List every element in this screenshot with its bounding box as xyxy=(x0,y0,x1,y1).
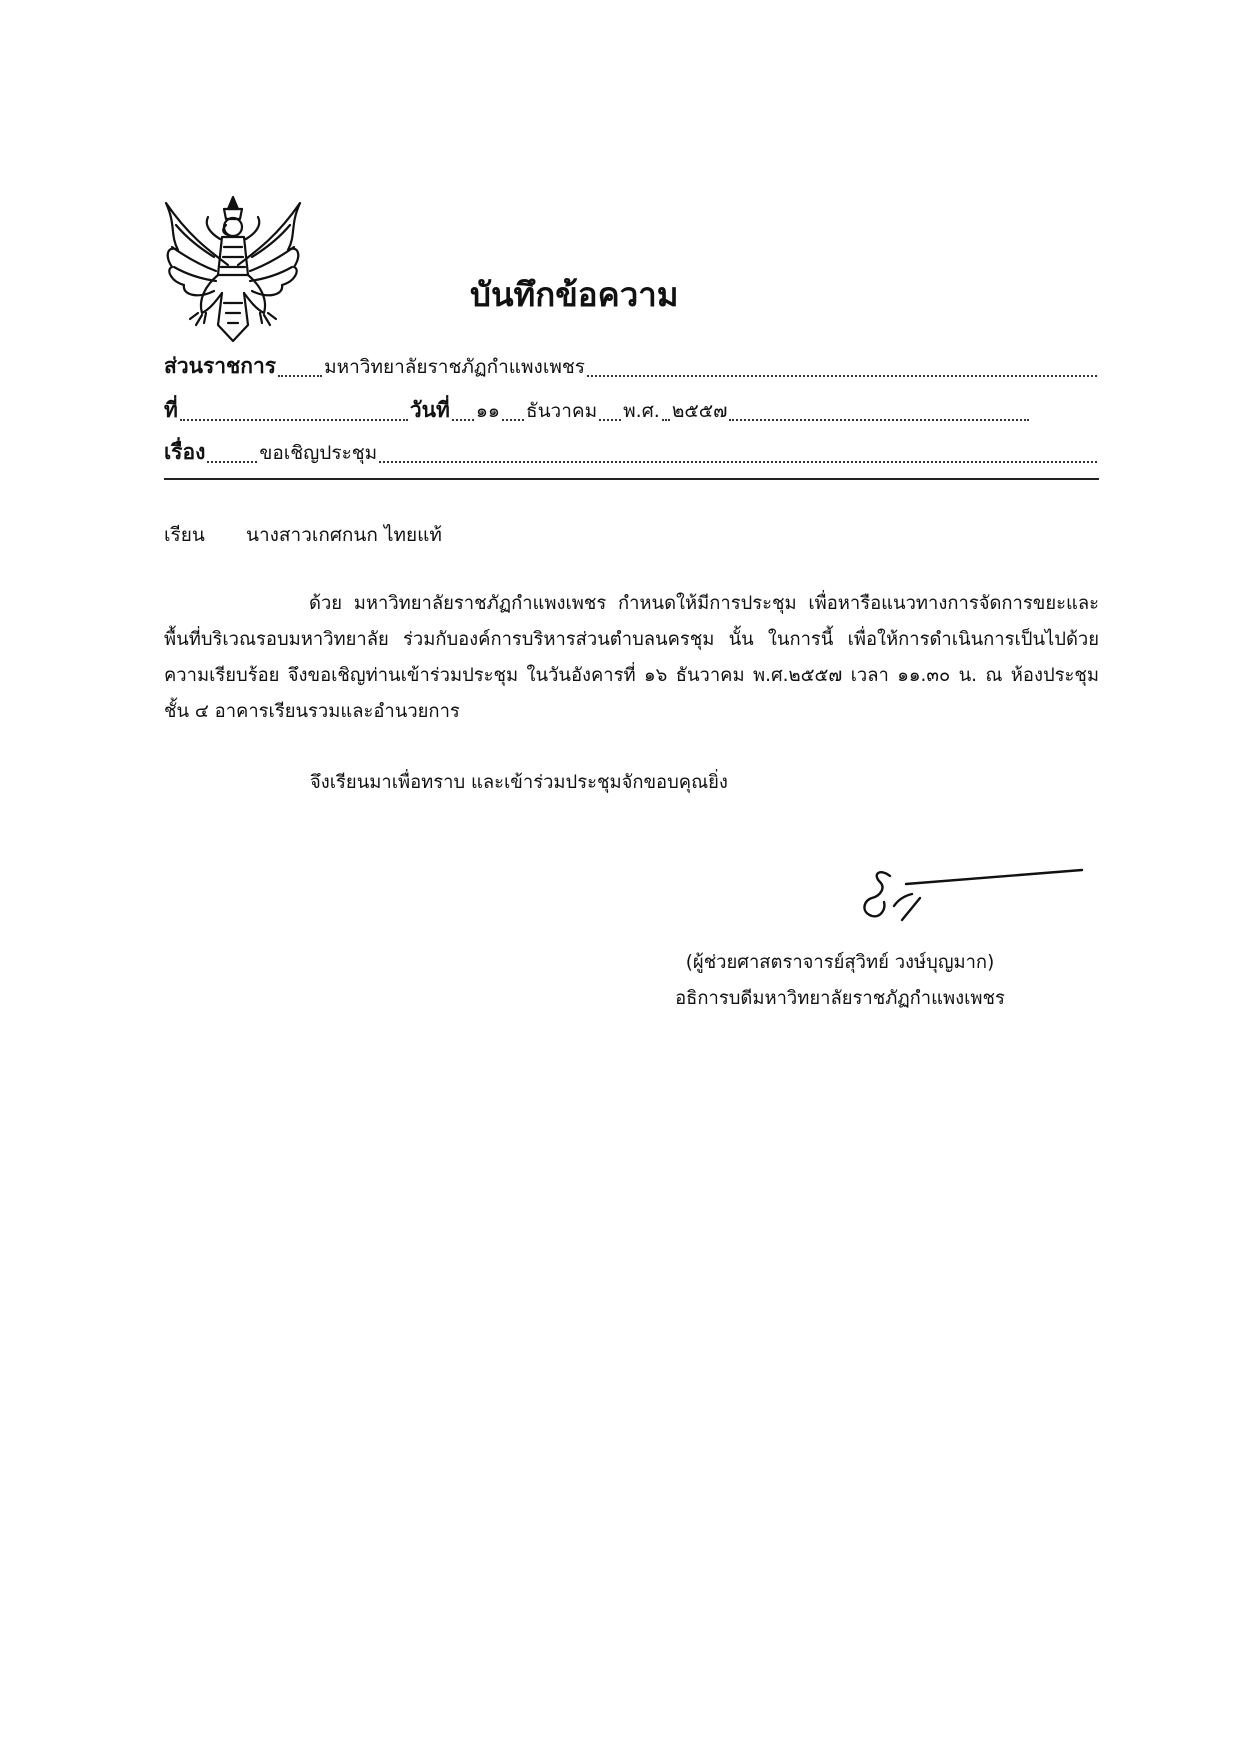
dotted-leader xyxy=(379,443,1097,463)
agency-label: ส่วนราชการ xyxy=(164,354,277,378)
date-month: ธันวาคม xyxy=(525,400,598,422)
signer-position: อธิการบดีมหาวิทยาลัยราชภัฏกำแพงเพชร xyxy=(675,988,1005,1009)
salutation xyxy=(164,520,442,550)
dotted-leader xyxy=(599,401,621,421)
body-paragraph-block xyxy=(164,586,1099,730)
signer-block xyxy=(620,945,1060,1017)
date-label: วันที่ xyxy=(409,398,450,422)
subject-value: ขอเชิญประชุม xyxy=(259,442,378,464)
header-divider xyxy=(164,478,1099,480)
dotted-leader xyxy=(180,401,408,421)
date-year: ๒๕๕๗ xyxy=(671,400,728,422)
subject-label: เรื่อง xyxy=(164,440,206,464)
subject-row xyxy=(164,436,1099,470)
date-year-label: พ.ศ. xyxy=(623,400,660,422)
agency-row xyxy=(164,350,1099,384)
agency-value: มหาวิทยาลัยราชภัฏกำแพงเพชร xyxy=(324,356,585,378)
document-title: บันทึกข้อความ xyxy=(470,275,679,314)
handwritten-signature xyxy=(850,858,1090,938)
ref-date-row xyxy=(164,394,1099,428)
dotted-leader xyxy=(662,401,670,421)
recipient-name: นางสาวเกศกนก ไทยแท้ xyxy=(246,524,442,546)
dotted-leader xyxy=(502,401,524,421)
signer-name: (ผู้ช่วยศาสตราจารย์สุวิทย์ วงษ์บุญมาก) xyxy=(685,952,995,973)
date-day: ๑๑ xyxy=(475,400,500,422)
garuda-emblem-icon xyxy=(158,195,308,345)
dotted-leader xyxy=(207,443,257,463)
body-paragraph: ด้วย มหาวิทยาลัยราชภัฏกำแพงเพชร กำหนดให้มีการประชุม เพื่อหารือแนวทางการจัดการขยะและพื้นที่บริเวณรอบมหาวิทยาลัย ร่วมกับองค์การบริหารส่วนตำบลนครชุม นั้น ในการนี้ เพื่อให้การดำเนินการเป็นไปด้วยความเรียบร้อย จึงขอเชิญท่านเข้าร่วมประชุม ในวันอังคารที่ ๑๖ ธันวาคม พ.ศ.๒๕๕๗ เวลา ๑๑.๓๐ น. ณ ห้องประชุม ชั้น ๔ อาคารเรียนรวมและอำนวยการ xyxy=(164,593,1099,722)
salutation-label: เรียน xyxy=(164,524,205,546)
dotted-leader xyxy=(729,401,1029,421)
dotted-leader xyxy=(452,401,474,421)
ref-label: ที่ xyxy=(164,398,178,422)
dotted-leader xyxy=(587,357,1097,377)
dotted-leader xyxy=(278,357,322,377)
closing-line: จึงเรียนมาเพื่อทราบ และเข้าร่วมประชุมจักขอบคุณยิ่ง xyxy=(310,772,728,793)
